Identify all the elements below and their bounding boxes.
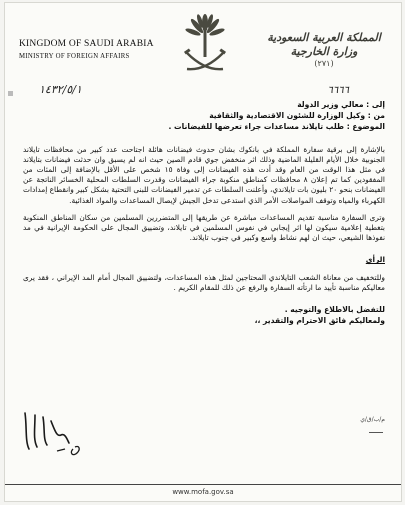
scan-mark xyxy=(8,91,13,96)
header-english xyxy=(19,39,169,60)
kingdom-name-ar: المملكة العربية السعودية xyxy=(267,31,381,44)
addressee-from: من : وكيل الوزارة للشئون الاقتصادية والثقافية xyxy=(209,111,385,121)
opinion-paragraph: وللتخفيف من معاناة الشعب التايلاندي المحتاجين لمثل هذه المساعدات، ولتضييق المجال أمام المد الإيراني ، فقد يرى معاليكم مناسبة تأييد ما ارتأته السفارة والرفع عن ذلك للمقام الكريم . xyxy=(23,272,385,292)
signature-icon xyxy=(17,405,89,459)
paragraph-1: بالإشارة إلى برقية سفارة المملكة في بانكوك بشان حدوث فيضانات هائلة اجتاحت عدد كبير من محافظات تايلاند الجنوبية خلال الأيام القليلة الماضية وذلك اثر منخفض جوي قادم الصين حيث انه لم يسبق وان حدثت فيضانات بتايلاند في مثل هذا الوقت من العام وقد أدت هذه الفيضانات إلى وفاة ١٥ شخص على الأقل بالإضافة إلى المئات من المفقودين كما تم إعلان ٨ محافظات كمناطق منكوبة جراء الفيضانات وقدرت السلطات المحلية الخسائر الناتجة عن الفيضانات بنحو ٢٠ بليون بات تايلاندي، وأعلنت السلطات عن تدمير الفيضانات للبنى التحتية بشكل كبير وانقطاع إمدادات الكهرباء والمياه وتوقف المواصلات الأمر الذي استدعى تدخل الجيش لإيصال المساعدات والمواد الغذائية. xyxy=(23,144,385,205)
letter-page xyxy=(4,2,402,502)
saudi-emblem-icon xyxy=(181,13,229,77)
initials: م/ب/ق/ي xyxy=(360,416,385,423)
letter-body xyxy=(23,99,385,326)
kingdom-name-en: KINGDOM OF SAUDI ARABIA xyxy=(19,39,154,49)
ministry-name-ar: وزارة الخارجية xyxy=(290,45,358,58)
subject-line: الموضوع : طلب تايلاند مساعدات جراء تعرضها للفيضانات . xyxy=(168,122,385,132)
website-url: www.mofa.gov.sa xyxy=(172,488,234,496)
header-arabic xyxy=(259,31,389,68)
paragraph-2: وترى السفارة مناسبة تقديم المساعدات مباشرة عن طريقها إلى المتضررين المسلمين من سكان المناطق المنكوبة بتغطية إعلامية سيكون لها اثر إيجابي في نفوس المسلمين في تايلاند، وتضييق المجال على الحكومة الإيرانية في مد نفوذها الشيعي، حيث ان لهم نشاط واسع وكبير في جنوب تايلاند. xyxy=(23,212,385,243)
ministry-name-en: MINISTRY OF FOREIGN AFFAIRS xyxy=(19,53,130,60)
closing-line-1: للتفضل بالاطلاع والتوجيه . xyxy=(284,305,385,315)
footer-divider xyxy=(5,484,401,485)
handwritten-date: ١٤٣٢/٥/١ xyxy=(39,83,82,96)
closing-line-2: ولمعاليكم فائق الاحترام والتقدير ،، xyxy=(254,315,385,325)
handwritten-number: ٦٦٦٦ xyxy=(327,85,349,96)
opinion-heading: الرأي xyxy=(365,255,385,265)
document-code: (٢٧١) xyxy=(314,59,334,68)
initials-underline xyxy=(369,426,383,433)
addressee-to: إلى : معالي وزير الدولة xyxy=(297,100,385,109)
